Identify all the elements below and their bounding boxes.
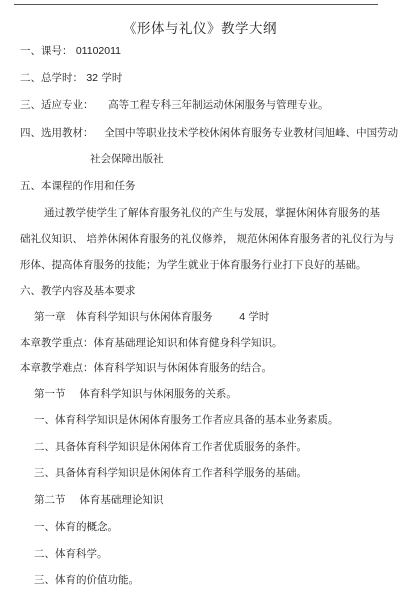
top-divider <box>14 4 378 5</box>
section5-paragraph-line1: 通过教学使学生了解体育服务礼仪的产生与发展，掌握休闲体育服务的基 <box>44 207 380 219</box>
difficult-points-line: 本章教学难点：体育科学知识与休闲体育服务的结合。 <box>20 362 272 374</box>
section1-item: 二、具备体育科学知识是休闲体育工作者优质服务的条件。 <box>34 441 307 453</box>
textbook-line <box>20 127 398 140</box>
chapter1-line <box>34 311 269 324</box>
section5-paragraph-line3: 形体、提高体育服务的技能；为学生就业于体育服务行业打下良好的基础。 <box>20 259 367 271</box>
course-number-label: 一、课号： <box>20 45 73 57</box>
section6-heading: 六、教学内容及基本要求 <box>20 285 136 297</box>
course-number-line <box>20 45 121 58</box>
textbook-value-line2: 社会保障出版社 <box>90 153 164 165</box>
section2-item: 一、体育的概念。 <box>34 521 118 533</box>
chapter1-hours-unit: 学时 <box>248 311 270 323</box>
total-hours-value: 32 <box>86 72 99 84</box>
key-points-line: 本章教学重点：体育基础理论知识和体育健身科学知识。 <box>20 337 283 349</box>
course-number-value: 01102011 <box>75 45 122 57</box>
applicable-major-line <box>20 99 329 112</box>
total-hours-label: 二、总学时： <box>20 72 83 84</box>
section1-title: 第一节 体育科学知识与休闲服务的关系。 <box>34 388 237 400</box>
section5-paragraph-line2: 础礼仪知识、 培养休闲体育服务的礼仪修养， 规范休闲体育服务者的礼仪行为与 <box>20 233 395 245</box>
chapter1-hours-value: 4 <box>239 311 246 323</box>
document-title: 《形体与礼仪》教学大纲 <box>123 21 277 37</box>
total-hours-line <box>20 72 122 85</box>
section2-title: 第二节 体育基础理论知识 <box>34 494 164 506</box>
applicable-major-value: 高等工程专科三年制运动休闲服务与管理专业。 <box>108 99 329 111</box>
applicable-major-label: 三、适应专业： <box>20 99 94 111</box>
section5-heading: 五、本课程的作用和任务 <box>20 180 136 192</box>
section1-item: 一、体育科学知识是休闲体育服务工作者应具备的基本业务素质。 <box>34 414 339 426</box>
textbook-value-line1: 全国中等职业技术学校休闲体育服务专业教材闫旭峰、中国劳动 <box>104 127 399 139</box>
chapter1-title: 第一章 体育科学知识与休闲体育服务 <box>34 311 213 323</box>
total-hours-unit: 学时 <box>101 72 123 84</box>
textbook-label: 四、选用教材： <box>20 127 94 139</box>
section1-item: 三、具备体育科学知识是休闲体育工作者科学服务的基础。 <box>34 467 307 479</box>
section2-item: 二、体育科学。 <box>34 548 108 560</box>
section2-item: 三、体育的价值功能。 <box>34 574 139 586</box>
